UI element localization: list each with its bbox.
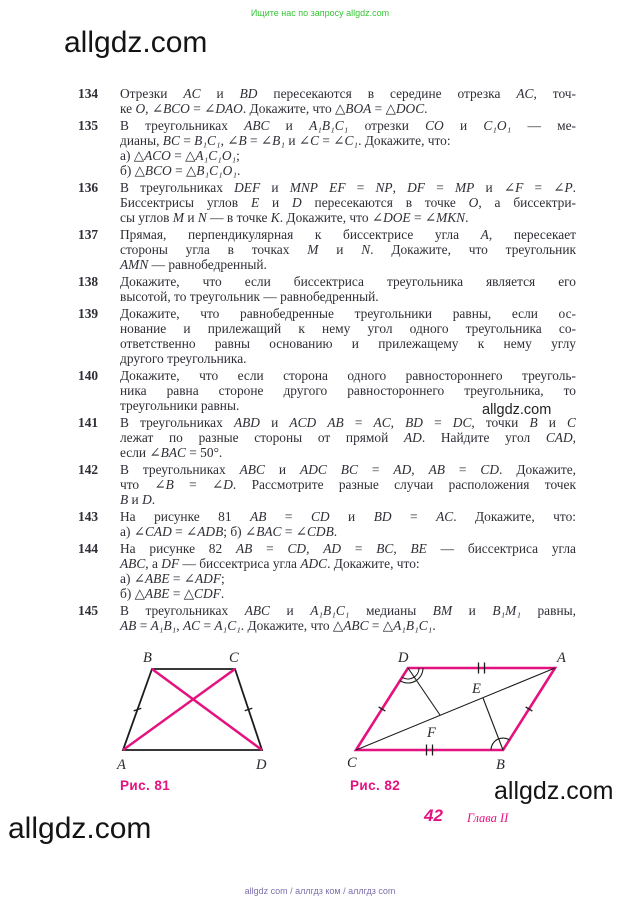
problem-text-line: Докажите, что если биссектриса треугольника является его: [120, 274, 576, 289]
problem-text-line: треугольники равны.: [120, 398, 240, 413]
fig82-label-c: C: [347, 755, 357, 771]
problem-text-line: Докажите, что если сторона одного равностороннего треуголь-: [120, 368, 576, 383]
problem-number: 137: [78, 227, 99, 242]
problem-row: [78, 118, 576, 178]
problem-text: [120, 86, 576, 116]
header-search-hint: Ищите нас по запросу allgdz.com: [250, 8, 390, 18]
problem-text-line: дианы, BC = B₁C₁, ∠B = ∠B₁ и ∠C = ∠C₁. Докажите, что:: [120, 133, 451, 148]
problem-text-line: б) △ABE = △CDF.: [120, 586, 225, 601]
fig82-bisector-be: [483, 698, 503, 750]
problem-text: [120, 274, 576, 304]
problem-text-line: а) ∠CAD = ∠ADB; б) ∠BAC = ∠CDB.: [120, 524, 338, 539]
problem-row: [78, 274, 576, 304]
fig82-label-b: B: [496, 757, 505, 773]
problem-number: 135: [78, 118, 99, 133]
problem-text-line: лежат по разные стороны от прямой AD. Найдите угол CAD,: [120, 430, 577, 445]
problem-row: [78, 462, 576, 507]
problem-text-line: стороны угла в точках M и N. Докажите, что треугольник: [120, 242, 576, 257]
problem-text-line: Прямая, перпендикулярная к биссектрисе угла A, пересекает: [120, 227, 576, 242]
problem-text-line: если ∠BAC = 50°.: [120, 445, 223, 460]
problem-text-line: В треугольниках ABC и A₁B₁C₁ отрезки CO и C₁O₁ — ме-: [120, 118, 576, 133]
problem-text-line: В треугольниках ABD и ACD AB = AC, BD = DC, точки B и C: [120, 415, 576, 430]
problem-text-line: Отрезки AC и BD пересекаются в середине отрезка AC, точ-: [120, 86, 576, 101]
fig81-diagonal-ac: [123, 669, 235, 750]
figure-81-caption: Рис. 81: [120, 778, 171, 793]
problem-row: [78, 603, 576, 633]
watermark-middle: allgdz.com: [482, 402, 552, 418]
problem-number: 141: [78, 415, 99, 430]
problem-text: [120, 118, 576, 178]
problem-row: [78, 509, 576, 539]
watermark-top-left: allgdz.com: [64, 26, 208, 59]
problem-row: [78, 180, 576, 225]
problem-text-line: нование и прилежащий к нему угол одного треугольника со-: [120, 321, 576, 336]
problem-text-line: ABC, а DF — биссектриса угла ADC. Докажите, что:: [120, 556, 420, 571]
problem-number: 139: [78, 306, 99, 321]
chapter-label: Глава II: [467, 811, 509, 825]
problem-row: [78, 227, 576, 272]
problem-text: [120, 603, 576, 633]
figure-82-caption: Рис. 82: [350, 778, 401, 793]
problem-number: 138: [78, 274, 99, 289]
problem-text-line: На рисунке 81 AB = CD и BD = AC. Докажите, что:: [120, 509, 576, 524]
fig82-label-d: D: [398, 650, 409, 666]
problem-row: [78, 86, 576, 116]
problem-text-line: сы углов M и N — в точке K. Докажите, что ∠DOE = ∠MKN.: [120, 210, 469, 225]
problem-text: [120, 227, 576, 272]
problem-row: [78, 306, 576, 366]
watermark-bottom-left: allgdz.com: [8, 812, 152, 845]
problem-text-line: В треугольниках ABC и A₁B₁C₁ медианы BM и B₁M₁ равны,: [120, 603, 576, 618]
fig81-label-c: C: [229, 650, 239, 666]
fig81-diagonal-bd: [152, 669, 262, 750]
footer-links: allgdz com / аллгдз ком / аллгдз com: [244, 886, 396, 896]
problem-text-line: В треугольниках ABC и ADC BC = AD, AB = CD. Докажите,: [120, 462, 576, 477]
problem-text-line: другого треугольника.: [120, 351, 247, 366]
problem-text: [120, 180, 576, 225]
fig82-label-e: E: [472, 681, 481, 697]
watermark-bottom-right: allgdz.com: [494, 777, 614, 805]
problem-text-line: На рисунке 82 AB = CD, AD = BC, BE — биссектриса угла: [120, 541, 576, 556]
problem-text-line: Докажите, что равнобедренные треугольники равны, если ос-: [120, 306, 576, 321]
problem-text-line: ника равна стороне другого равностороннего треугольника, то: [120, 383, 576, 398]
problem-number: 140: [78, 368, 99, 383]
problem-text-line: Биссектрисы углов E и D пересекаются в точке O, а биссектри-: [120, 195, 576, 210]
problem-number: 144: [78, 541, 99, 556]
problem-text-line: высотой, то треугольник — равнобедренный.: [120, 289, 379, 304]
problem-text: [120, 541, 576, 601]
problem-row: [78, 541, 576, 601]
problem-text-line: AB = A₁B₁, AC = A₁C₁. Докажите, что △ABC = △A₁B₁C₁.: [120, 618, 436, 633]
problem-number: 136: [78, 180, 99, 195]
problem-number: 134: [78, 86, 99, 101]
problem-number: 145: [78, 603, 99, 618]
problem-text: [120, 306, 576, 366]
problem-text-line: ке O, ∠BCO = ∠DAO. Докажите, что △BOA = △DOC.: [120, 101, 428, 116]
fig82-label-f: F: [427, 725, 436, 741]
problem-text: [120, 509, 576, 539]
problem-text-line: что ∠B = ∠D. Рассмотрите разные случаи расположения точек: [120, 477, 576, 492]
fig82-bisector-df: [408, 668, 440, 715]
problem-text-line: ответственно равны основанию и прилежащему к нему углу: [120, 336, 576, 351]
problem-text-line: AMN — равнобедренный.: [120, 257, 267, 272]
problem-text-line: а) ∠ABE = ∠ADF;: [120, 571, 225, 586]
page-number: 42: [424, 806, 443, 825]
problem-text-line: B и D.: [120, 492, 156, 507]
fig81-label-d: D: [256, 757, 267, 773]
fig81-label-a: A: [117, 757, 126, 773]
figure-82: [345, 645, 575, 780]
fig82-label-a: A: [557, 650, 566, 666]
problem-text-line: а) △ACO = △A₁C₁O₁;: [120, 148, 240, 163]
problem-row: [78, 415, 576, 460]
problems-list: [78, 86, 576, 635]
problem-number: 143: [78, 509, 99, 524]
fig81-trapezoid: [123, 669, 262, 750]
fig82-diagonal-ca: [356, 668, 555, 750]
problem-number: 142: [78, 462, 99, 477]
figure-81: [95, 645, 295, 780]
fig81-label-b: B: [143, 650, 152, 666]
problem-text-line: б) △BCO = △B₁C₁O₁.: [120, 163, 241, 178]
problem-text: [120, 415, 576, 460]
problem-text: [120, 462, 576, 507]
problem-text-line: В треугольниках DEF и MNP EF = NP, DF = MP и ∠F = ∠P.: [120, 180, 576, 195]
